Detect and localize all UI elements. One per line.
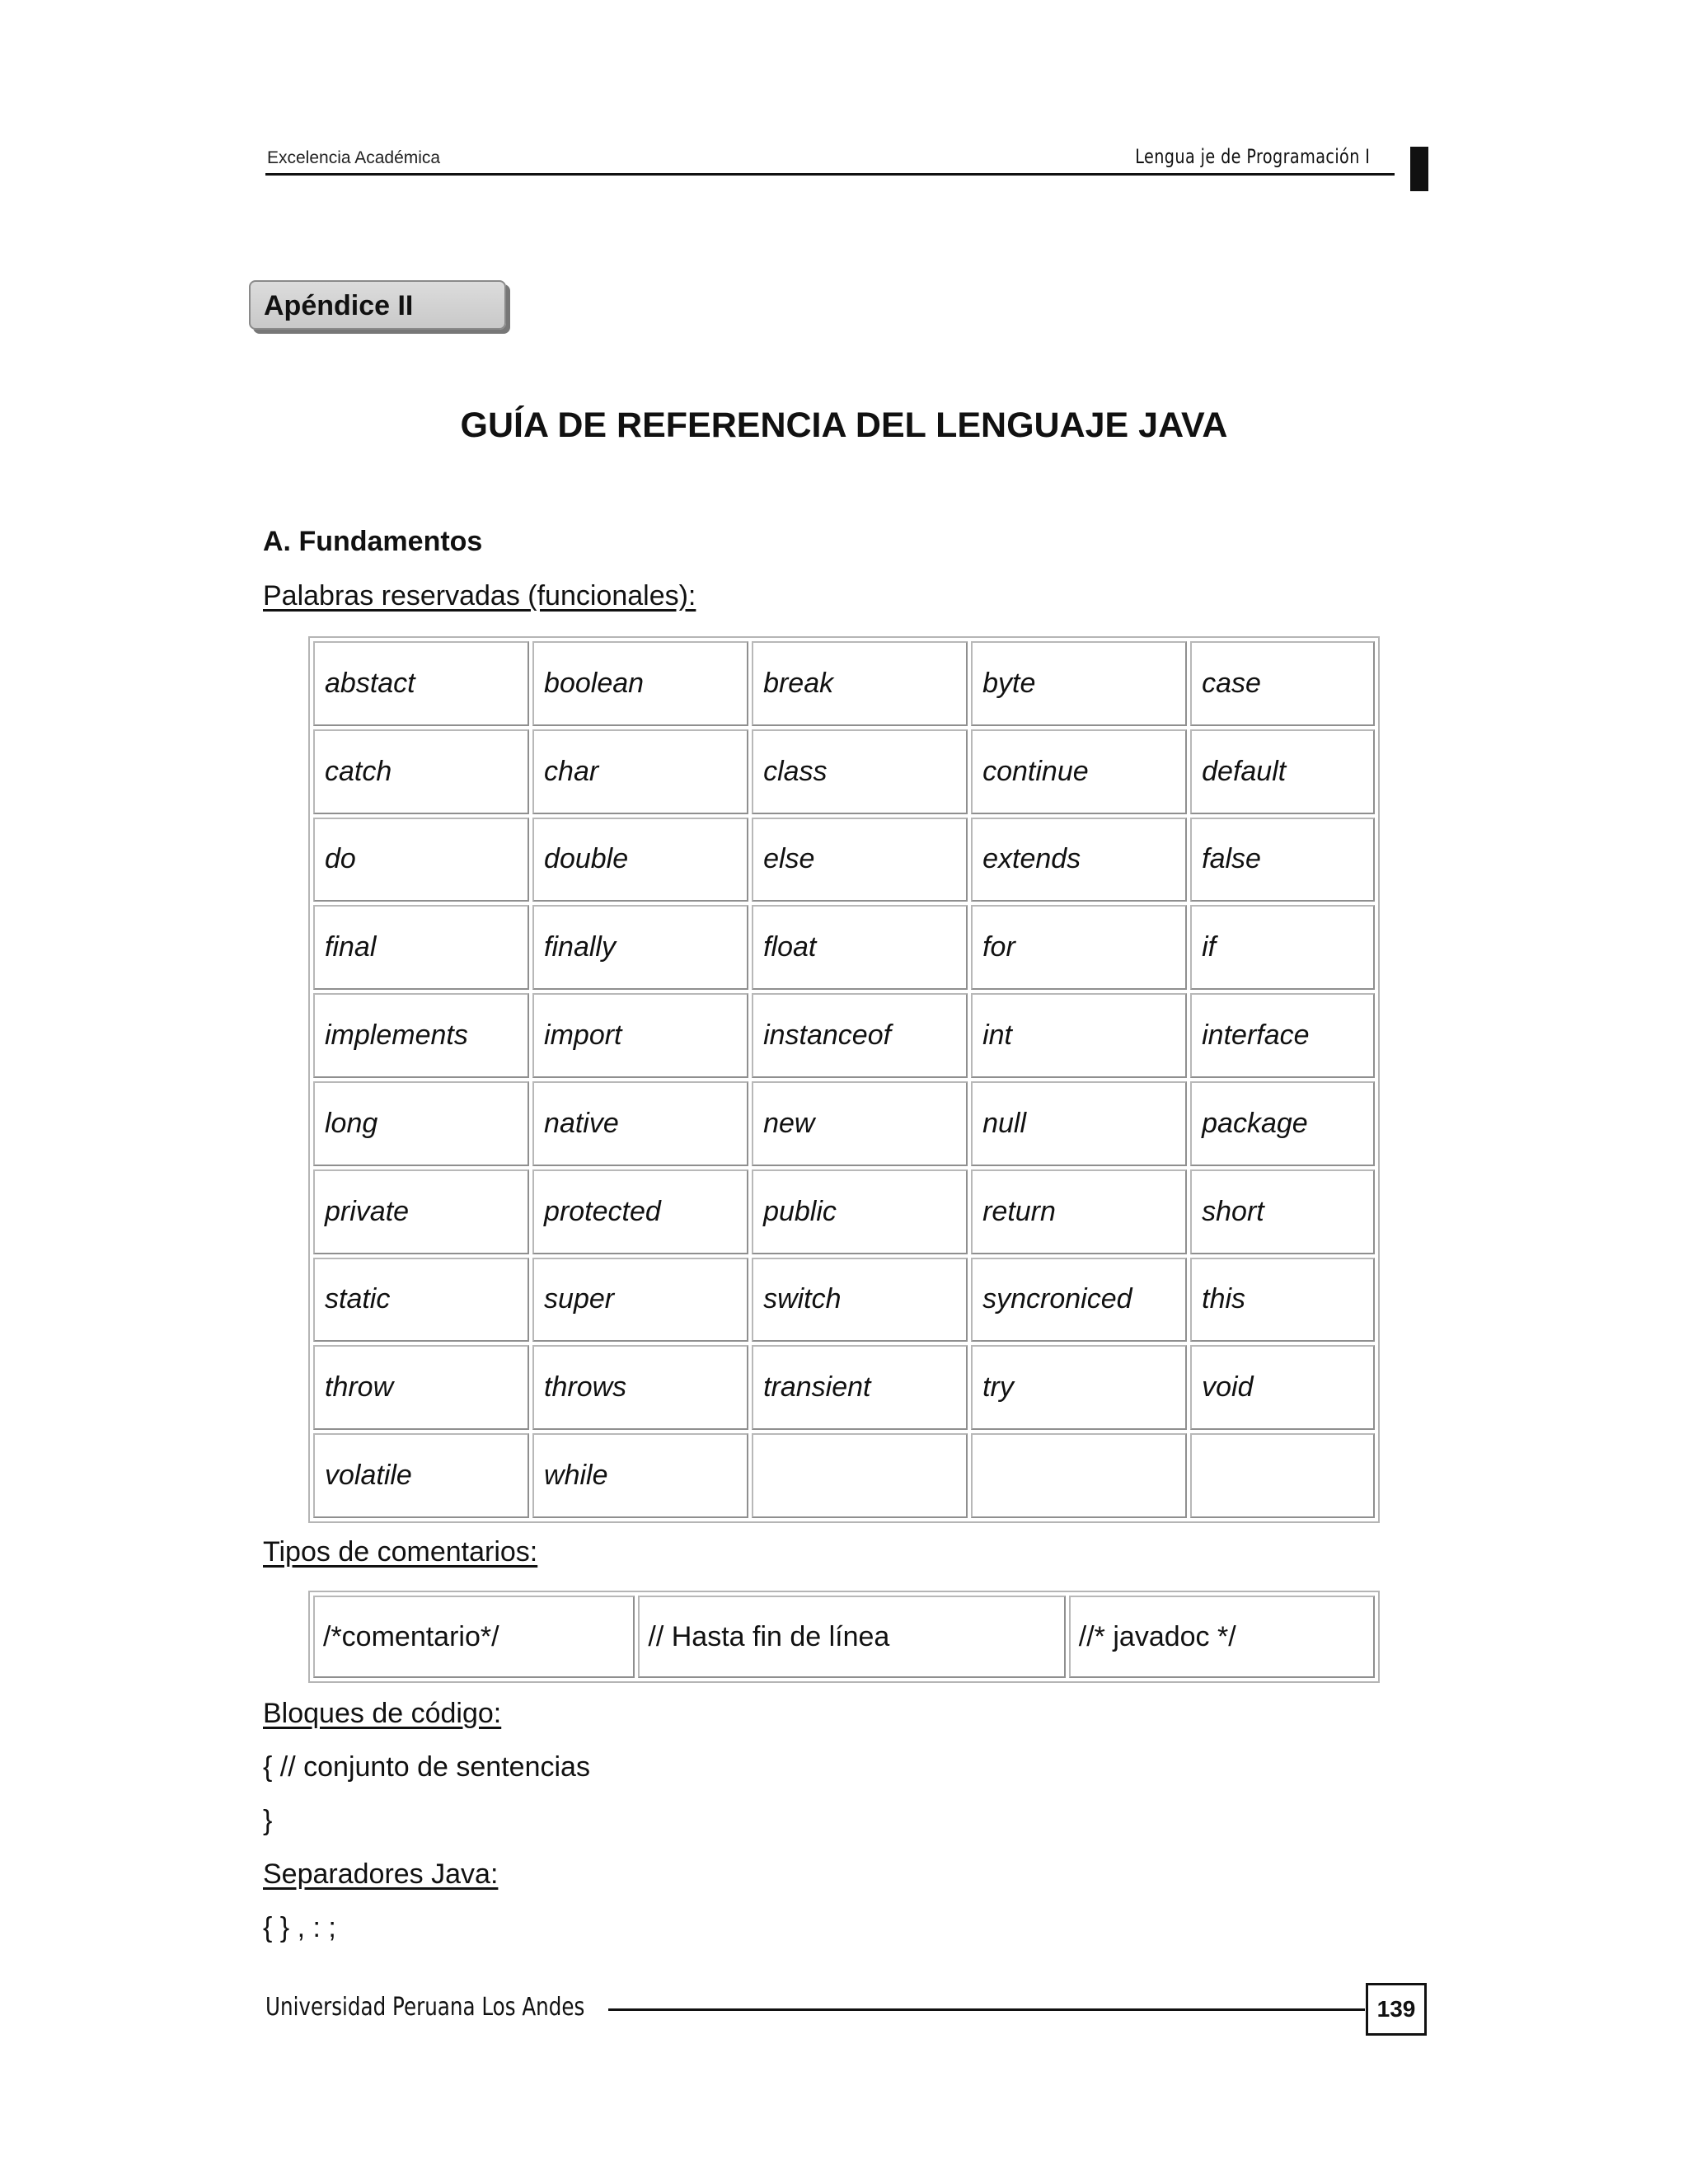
keyword-cell: boolean [532, 641, 748, 726]
table-row [313, 905, 1375, 990]
keyword-cell: import [532, 993, 748, 1078]
keywords-table [308, 636, 1380, 1523]
table-row [313, 729, 1375, 814]
keyword-cell: false [1190, 818, 1375, 902]
keyword-cell [752, 1433, 968, 1518]
header-block-mark [1410, 147, 1428, 191]
keyword-cell [1190, 1433, 1375, 1518]
appendix-label: Apéndice II [264, 290, 414, 321]
page-number: 139 [1366, 1983, 1427, 2036]
table-row [313, 1433, 1375, 1518]
keyword-cell: super [532, 1258, 748, 1343]
keyword-cell: new [752, 1081, 968, 1166]
comments-heading: Tipos de comentarios: [263, 1536, 538, 1568]
keyword-cell: volatile [313, 1433, 529, 1518]
keyword-cell: throws [532, 1345, 748, 1430]
table-row [313, 818, 1375, 902]
keyword-cell: short [1190, 1169, 1375, 1254]
comments-table [308, 1591, 1380, 1683]
page-title: GUÍA DE REFERENCIA DEL LENGUAJE JAVA [460, 405, 1228, 445]
keyword-cell: while [532, 1433, 748, 1518]
keyword-cell: return [971, 1169, 1187, 1254]
comment-type-cell: //* javadoc */ [1069, 1596, 1375, 1678]
header-right-text: Lengua je de Programación I [1134, 145, 1370, 168]
comment-type-cell: /*comentario*/ [313, 1596, 635, 1678]
appendix-tab [249, 280, 506, 330]
keyword-cell: instanceof [752, 993, 968, 1078]
keyword-cell: else [752, 818, 968, 902]
keyword-cell: native [532, 1081, 748, 1166]
keyword-cell: null [971, 1081, 1187, 1166]
keyword-cell: implements [313, 993, 529, 1078]
keyword-cell: static [313, 1258, 529, 1343]
keyword-cell: char [532, 729, 748, 814]
keyword-cell: break [752, 641, 968, 726]
keyword-cell: long [313, 1081, 529, 1166]
keywords-heading: Palabras reservadas (funcionales): [263, 580, 696, 612]
keyword-cell: do [313, 818, 529, 902]
header-left-text: Excelencia Académica [267, 148, 441, 167]
table-row [313, 993, 1375, 1078]
keyword-cell: catch [313, 729, 529, 814]
keyword-cell: case [1190, 641, 1375, 726]
keyword-cell: public [752, 1169, 968, 1254]
keyword-cell: for [971, 905, 1187, 990]
keyword-cell: switch [752, 1258, 968, 1343]
keyword-cell: if [1190, 905, 1375, 990]
separators-heading: Separadores Java: [263, 1858, 499, 1890]
table-row [313, 1258, 1375, 1343]
keyword-cell: default [1190, 729, 1375, 814]
table-row [313, 1345, 1375, 1430]
keyword-cell: this [1190, 1258, 1375, 1343]
keyword-cell: interface [1190, 993, 1375, 1078]
header-rule [265, 173, 1395, 176]
keyword-cell: try [971, 1345, 1187, 1430]
blocks-heading: Bloques de código: [263, 1698, 502, 1729]
keyword-cell: class [752, 729, 968, 814]
keywords-table-body [313, 641, 1375, 1518]
table-row [313, 1169, 1375, 1254]
keyword-cell: byte [971, 641, 1187, 726]
keyword-cell: abstact [313, 641, 529, 726]
blocks-line-1: { // conjunto de sentencias [263, 1751, 590, 1783]
section-title: A. Fundamentos [263, 526, 483, 557]
keyword-cell: double [532, 818, 748, 902]
keyword-cell [971, 1433, 1187, 1518]
keyword-cell: transient [752, 1345, 968, 1430]
keyword-cell: private [313, 1169, 529, 1254]
keyword-cell: syncroniced [971, 1258, 1187, 1343]
keyword-cell: package [1190, 1081, 1375, 1166]
table-row [313, 1596, 1375, 1678]
keyword-cell: extends [971, 818, 1187, 902]
keyword-cell: float [752, 905, 968, 990]
keyword-cell: finally [532, 905, 748, 990]
keyword-cell: final [313, 905, 529, 990]
keyword-cell: continue [971, 729, 1187, 814]
blocks-line-2: } [263, 1805, 273, 1836]
table-row [313, 641, 1375, 726]
keyword-cell: void [1190, 1345, 1375, 1430]
footer-rule [608, 2008, 1365, 2011]
keyword-cell: throw [313, 1345, 529, 1430]
keyword-cell: protected [532, 1169, 748, 1254]
keyword-cell: int [971, 993, 1187, 1078]
comment-type-cell: // Hasta fin de línea [638, 1596, 1065, 1678]
table-row [313, 1081, 1375, 1166]
footer-university: Universidad Peruana Los Andes [265, 1993, 585, 2022]
separators-line: { } , : ; [263, 1912, 336, 1943]
